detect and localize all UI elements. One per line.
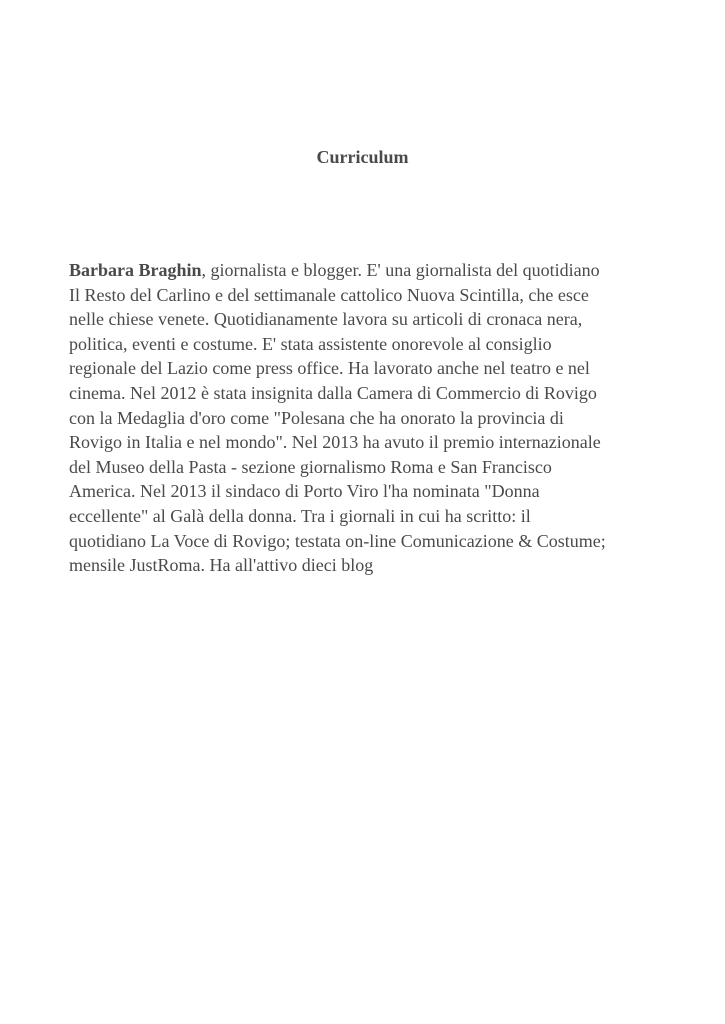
paragraph-line: del Museo della Pasta - sezione giornalismo Roma e San Francisco	[69, 456, 552, 477]
paragraph-line: nelle chiese venete. Quotidianamente lavora su articoli di cronaca nera,	[69, 309, 583, 330]
paragraph-line: con la Medaglia d'oro come "Polesana che ha onorato la provincia di	[69, 407, 564, 428]
person-name: Barbara Braghin	[69, 260, 202, 280]
paragraph-line: eccellente" al Galà della donna. Tra i giornali in cui ha scritto: il	[69, 505, 531, 526]
paragraph-line: regionale del Lazio come press office. Ha lavorato anche nel teatro e nel	[69, 358, 590, 379]
paragraph-line: cinema. Nel 2012 è stata insignita dalla Camera di Commercio di Rovigo	[69, 382, 597, 403]
paragraph-line: mensile JustRoma. Ha all'attivo dieci blog	[69, 555, 374, 576]
document-title: Curriculum	[316, 147, 409, 167]
paragraph-line	[69, 258, 661, 283]
paragraph-line: Il Resto del Carlino e del settimanale cattolico Nuova Scintilla, che esce	[69, 284, 589, 305]
paragraph-line: quotidiano La Voce di Rovigo; testata on-line Comunicazione & Costume;	[69, 530, 606, 551]
bio-paragraph	[69, 258, 661, 578]
paragraph-line: America. Nel 2013 il sindaco di Porto Viro l'ha nominata "Donna	[69, 481, 540, 502]
paragraph-line: politica, eventi e costume. E' stata assistente onorevole al consiglio	[69, 333, 552, 354]
line-text: , giornalista e blogger. E' una giornalista del quotidiano	[201, 260, 600, 280]
paragraph-line: Rovigo in Italia e nel mondo". Nel 2013 ha avuto il premio internazionale	[69, 432, 601, 453]
